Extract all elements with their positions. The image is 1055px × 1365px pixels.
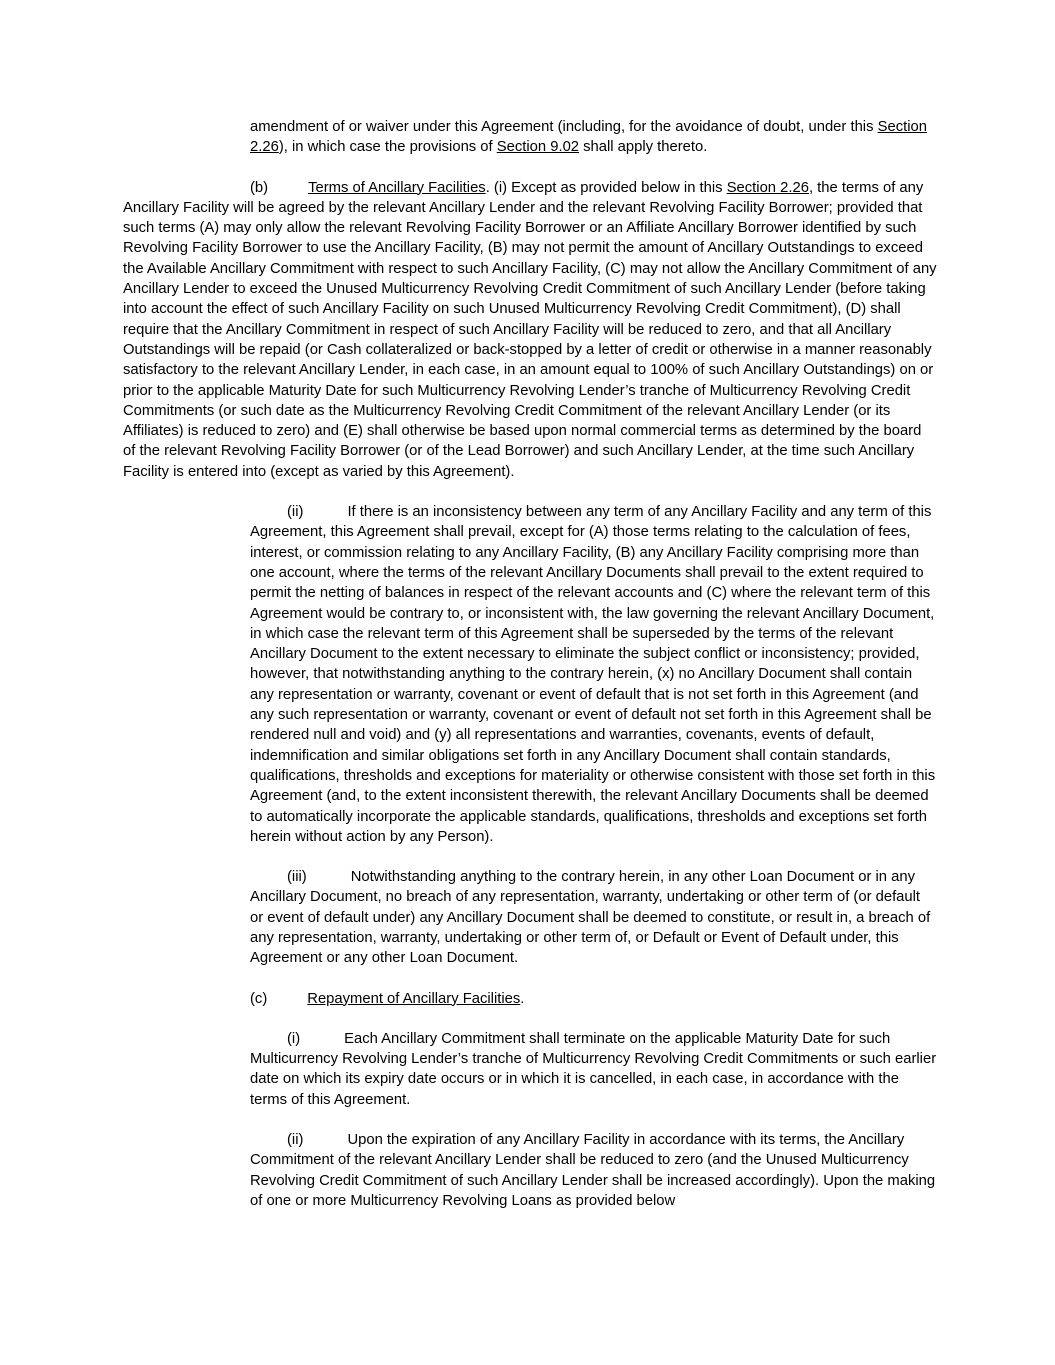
list-marker-c: (c)	[250, 990, 268, 1007]
section-ref-2-26: Section 2.26	[250, 119, 927, 156]
body-text: amendment of or waiver under this Agreement (including, for the avoidance of doubt, under this	[250, 119, 878, 135]
body-text: Each Ancillary Commitment shall terminate on the applicable Maturity Date for such Multicurrency Revolving Lender’s tranche of Multicurrency Revolving Credit Commitments or such earlier date on which its expiry date occurs or in which it is cancelled, in each case, in accordance with the terms of this Agreement.	[250, 1030, 937, 1108]
list-marker-b: (b)	[250, 179, 269, 196]
body-text: . (i) Except as provided below in this	[485, 179, 727, 196]
body-text: ), in which case the provisions of	[278, 139, 497, 156]
list-marker-i: (i)	[287, 1030, 301, 1047]
clause-heading-terms-of-ancillary-facilities: Terms of Ancillary Facilities	[308, 179, 486, 196]
list-marker-iii: (iii)	[287, 869, 307, 886]
clause-heading-repayment-of-ancillary-facilities: Repayment of Ancillary Facilities	[307, 990, 521, 1007]
paragraph-b-ii-inconsistency	[250, 502, 937, 847]
paragraph-b-terms-of-ancillary-facilities	[123, 178, 937, 482]
paragraph-b-iii-no-breach	[250, 867, 937, 968]
paragraph-c-ii-expiration	[250, 1130, 937, 1211]
body-text: shall apply thereto.	[579, 139, 708, 156]
body-text: If there is an inconsistency between any term of any Ancillary Facility and any term of this Agreement, this Agreement shall prevail, except for (A) those terms relating to the calculation of fees, interest, or commission relating to any Ancillary Facility, (B) any Ancillary Facility comprising more than one account, where the terms of the relevant Ancillary Documents shall prevail to the extent required to permit the netting of balances in respect of the relevant accounts and (C) where the relevant term of this Agreement would be contrary to, or inconsistent with, the law governing the relevant Ancillary Document, in which case the relevant term of this Agreement shall be superseded by the terms of the relevant Ancillary Document to the extent necessary to eliminate the subject conflict or inconsistency; provided, however, that notwithstanding anything to the contrary herein, (x) no Ancillary Document shall contain any representation or warranty, covenant or event of default that is not set forth in this Agreement (and any such representation or warranty, covenant or event of default not set forth in this Agreement shall be rendered null and void) and (y) all representations and warranties, covenants, events of default, indemnification and similar obligations set forth in any Ancillary Document shall contain standards, qualifications, thresholds and exceptions for materiality or otherwise consistent with those set forth in this Agreement (and, to the extent inconsistent therewith, the relevant Ancillary Documents shall be deemed to automatically incorporate the applicable standards, qualifications, thresholds and exceptions set forth herein without action by any Person).	[250, 504, 936, 845]
body-text: Notwithstanding anything to the contrary herein, in any other Loan Document or in any Ancillary Document, no breach of any representation, warranty, undertaking or other term of (or default or event of default under) any Ancillary Document shall be deemed to constitute, or result in, a breach of any representation, warranty, undertaking or other term of, or Default or Event of Default under, this Agreement or any other Loan Document.	[250, 869, 931, 967]
list-marker-ii: (ii)	[287, 504, 304, 521]
body-text: .	[520, 990, 525, 1007]
section-ref-2-26: Section 2.26	[726, 179, 809, 196]
body-text: , the terms of any Ancillary Facility will be agreed by the relevant Ancillary Lender and the relevant Revolving Facility Borrower; provided that such terms (A) may only allow the relevant Revolving Facility Borrower or an Affiliate Ancillary Borrower identified by such Revolving Facility Borrower to use the Ancillary Facility, (B) may not permit the amount of Ancillary Outstandings to exceed the Available Ancillary Commitment with respect to such Ancillary Facility, (C) may not allow the Ancillary Commitment of any Ancillary Lender to exceed the Unused Multicurrency Revolving Credit Commitment of such Ancillary Lender (before taking into account the effect of such Ancillary Facility on such Unused Multicurrency Revolving Credit Commitment), (D) shall require that the Ancillary Commitment in respect of such Ancillary Facility will be reduced to zero, and that all Ancillary Outstandings will be repaid (or Cash collateralized or back-stopped by a letter of credit or otherwise in a manner reasonably satisfactory to the relevant Ancillary Lender, in each case, in an amount equal to 100% of such Ancillary Outstandings) on or prior to the applicable Maturity Date for such Multicurrency Revolving Lender’s tranche of Multicurrency Revolving Credit Commitments (or such date as the Multicurrency Revolving Credit Commitment of the relevant Ancillary Lender (or its Affiliates) is reduced to zero) and (E) shall otherwise be based upon normal commercial terms as determined by the board of the relevant Revolving Facility Borrower (or of the Lead Borrower) and such Ancillary Lender, at the time such Ancillary Facility is entered into (except as varied by this Agreement).	[123, 179, 937, 480]
section-ref-9-02: Section 9.02	[496, 139, 580, 156]
paragraph-continuation	[250, 117, 937, 158]
paragraph-c-i-commitment-termination	[250, 1029, 937, 1110]
body-text: Upon the expiration of any Ancillary Facility in accordance with its terms, the Ancillary Commitment of the relevant Ancillary Lender shall be reduced to zero (and the Unused Multicurrency Revolving Credit Commitment of such Ancillary Lender shall be increased accordingly). Upon the making of one or more Multicurrency Revolving Loans as provided below	[250, 1132, 936, 1209]
list-marker-ii: (ii)	[287, 1132, 304, 1149]
paragraph-c-repayment-heading	[123, 989, 937, 1009]
